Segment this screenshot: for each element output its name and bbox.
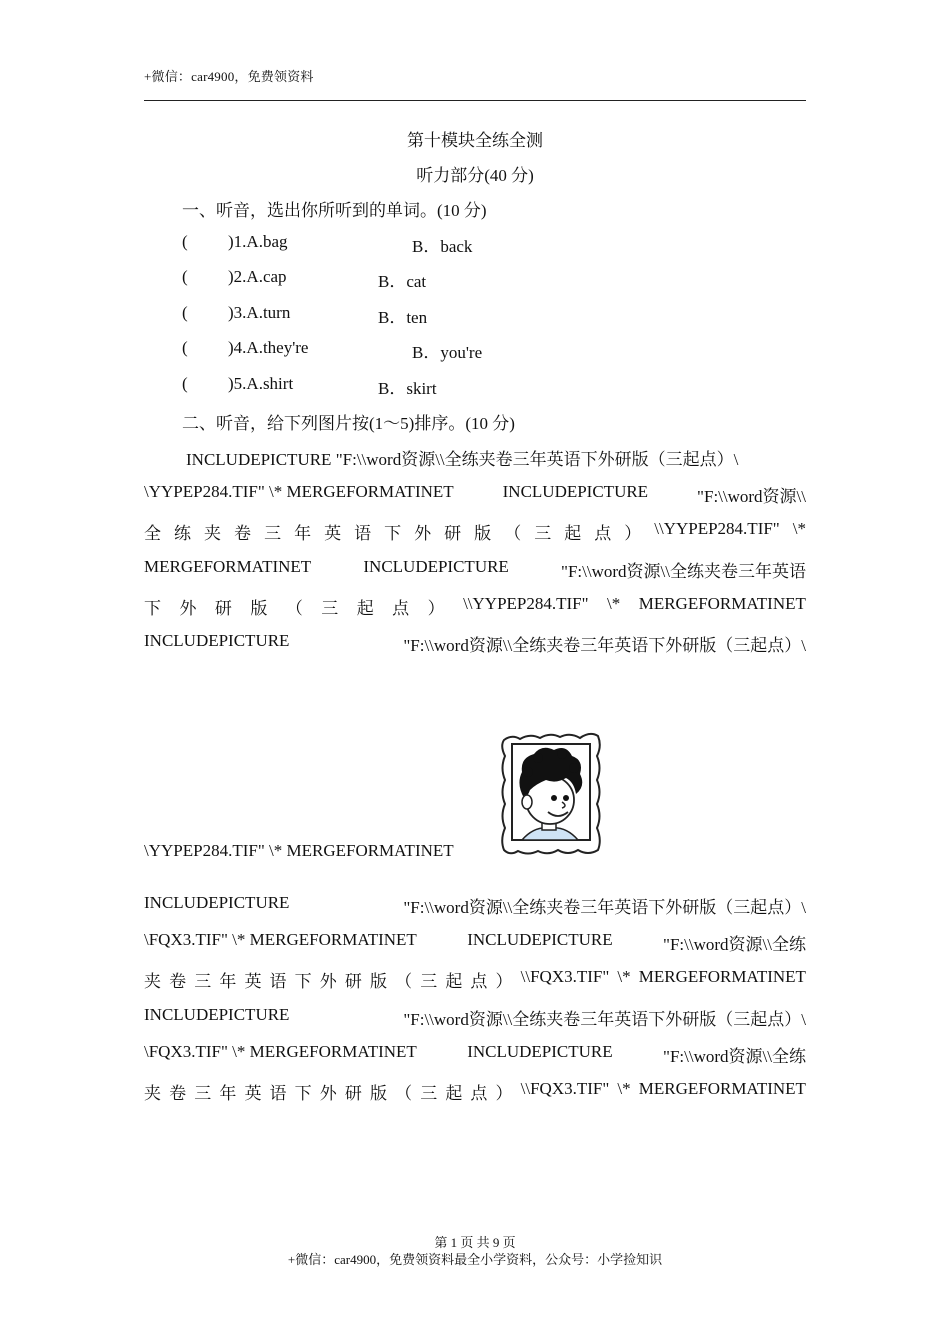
field-code-line bbox=[144, 930, 806, 955]
code-fragment: 三 bbox=[420, 972, 438, 991]
answer-paren: ( bbox=[182, 374, 188, 393]
code-fragment: 三 bbox=[194, 1084, 212, 1103]
option-b: B．cat bbox=[378, 272, 427, 291]
code-fragment: 卷 bbox=[234, 524, 252, 543]
page-subtitle: 听力部分(40 分) bbox=[416, 166, 534, 185]
code-fragment: \* bbox=[617, 1079, 631, 1098]
code-fragment: 起 bbox=[356, 599, 374, 618]
option-b: B．back bbox=[412, 237, 473, 256]
code-fragment: MERGEFORMATINET bbox=[144, 557, 312, 576]
header-divider bbox=[144, 100, 806, 101]
code-fragment: MERGEFORMATINET bbox=[638, 1079, 806, 1098]
code-fragment: 外 bbox=[319, 972, 337, 991]
page-number: 第 1 页 共 9 页 bbox=[434, 1235, 516, 1250]
code-fragment: \FQX3.TIF" \* MERGEFORMATINET bbox=[144, 930, 417, 949]
code-fragment: 下 bbox=[294, 972, 312, 991]
code-fragment: 语 bbox=[269, 1084, 287, 1103]
code-fragment: （ bbox=[395, 972, 413, 991]
code-fragment: MERGEFORMATINET bbox=[638, 967, 806, 986]
code-fragment: 起 bbox=[564, 524, 582, 543]
code-fragment: INCLUDEPICTURE bbox=[502, 482, 649, 501]
code-fragment: \\FQX3.TIF" bbox=[520, 967, 610, 986]
code-fragment: 三 bbox=[264, 524, 282, 543]
code-fragment: 点 bbox=[594, 524, 612, 543]
code-fragment: ） bbox=[495, 1084, 513, 1103]
code-fragment: 起 bbox=[445, 972, 463, 991]
option-a: )3.A.turn bbox=[228, 303, 291, 322]
field-code-line bbox=[144, 557, 806, 582]
code-fragment: 版 bbox=[250, 599, 268, 618]
code-fragment: INCLUDEPICTURE bbox=[363, 557, 509, 576]
option-a: )2.A.cap bbox=[228, 267, 287, 286]
code-fragment: INCLUDEPICTURE bbox=[144, 631, 290, 650]
code-fragment: "F:\\word资源\\ bbox=[697, 487, 806, 506]
code-fragment: "F:\\word资源\\全练 bbox=[663, 935, 806, 954]
option-a: )4.A.they're bbox=[228, 338, 309, 357]
code-fragment: 英 bbox=[244, 972, 262, 991]
section1-heading: 一、听音，选出你所听到的单词。(10 分) bbox=[182, 201, 487, 220]
code-fragment: 下 bbox=[144, 599, 161, 618]
field-code-line bbox=[144, 594, 806, 619]
code-fragment: \YYPEP284.TIF" \* MERGEFORMATINET bbox=[144, 482, 454, 501]
field-code-line bbox=[144, 519, 806, 544]
field-code-line: INCLUDEPICTURE "F:\\word资源\\全练夹卷三年英语下外研版（三起点）\ bbox=[186, 450, 739, 469]
code-fragment: 语 bbox=[269, 972, 287, 991]
code-fragment: 版 bbox=[369, 972, 387, 991]
option-a: )1.A.bag bbox=[228, 232, 288, 251]
code-fragment: "F:\\word资源\\全练 bbox=[663, 1047, 806, 1066]
code-fragment: \* bbox=[792, 519, 806, 538]
code-fragment: 英 bbox=[244, 1084, 262, 1103]
code-fragment: INCLUDEPICTURE bbox=[467, 1042, 613, 1061]
answer-paren: ( bbox=[182, 338, 188, 357]
field-code-line bbox=[144, 893, 806, 918]
footer-note: +微信：car4900，免费领资料最全小学资料，公众号：小学捡知识 bbox=[287, 1252, 663, 1267]
field-code-line bbox=[144, 1042, 806, 1067]
boy-portrait-image bbox=[498, 728, 604, 858]
code-fragment: MERGEFORMATINET bbox=[638, 594, 806, 613]
code-fragment: INCLUDEPICTURE bbox=[144, 893, 290, 912]
code-fragment: INCLUDEPICTURE bbox=[467, 930, 613, 949]
code-fragment: 点 bbox=[470, 972, 488, 991]
field-code-line bbox=[144, 631, 806, 656]
code-fragment: \FQX3.TIF" \* MERGEFORMATINET bbox=[144, 1042, 417, 1061]
code-fragment: 点 bbox=[470, 1084, 488, 1103]
option-a: )5.A.shirt bbox=[228, 374, 294, 393]
code-fragment: 卷 bbox=[169, 1084, 187, 1103]
code-fragment: 三 bbox=[321, 599, 339, 618]
code-fragment: "F:\\word资源\\全练夹卷三年英语下外研版（三起点）\ bbox=[403, 636, 806, 655]
code-fragment: 版 bbox=[474, 524, 492, 543]
code-fragment: 全 bbox=[144, 524, 161, 543]
field-code-line bbox=[144, 1005, 806, 1030]
field-code-line bbox=[144, 967, 806, 992]
code-fragment: "F:\\word资源\\全练夹卷三年英语下外研版（三起点）\ bbox=[403, 1010, 806, 1029]
code-fragment: 研 bbox=[214, 599, 232, 618]
code-fragment: ） bbox=[427, 599, 445, 618]
code-fragment: 外 bbox=[179, 599, 197, 618]
code-fragment: \\FQX3.TIF" bbox=[520, 1079, 610, 1098]
code-fragment: 夹 bbox=[144, 972, 161, 991]
section2-heading: 二、听音，给下列图片按(1～5)排序。(10 分) bbox=[182, 414, 515, 433]
code-fragment: 外 bbox=[414, 524, 432, 543]
code-fragment: 年 bbox=[219, 972, 237, 991]
code-fragment: 练 bbox=[174, 524, 192, 543]
code-fragment: 下 bbox=[384, 524, 402, 543]
code-fragment: 版 bbox=[369, 1084, 387, 1103]
option-b: B．skirt bbox=[378, 379, 437, 398]
code-fragment: ） bbox=[624, 524, 642, 543]
code-fragment: 外 bbox=[319, 1084, 337, 1103]
page-title: 第十模块全练全测 bbox=[407, 131, 543, 150]
code-fragment: 三 bbox=[534, 524, 552, 543]
field-code-line: \YYPEP284.TIF" \* MERGEFORMATINET bbox=[144, 841, 454, 860]
code-fragment: 三 bbox=[194, 972, 212, 991]
code-fragment: "F:\\word资源\\全练夹卷三年英语下外研版（三起点）\ bbox=[403, 898, 806, 917]
code-fragment: 下 bbox=[294, 1084, 312, 1103]
option-b: B．you're bbox=[412, 343, 483, 362]
answer-paren: ( bbox=[182, 303, 188, 322]
answer-paren: ( bbox=[182, 267, 188, 286]
option-b: B．ten bbox=[378, 308, 428, 327]
code-fragment: 年 bbox=[219, 1084, 237, 1103]
field-code-line bbox=[144, 482, 806, 507]
code-fragment: 研 bbox=[444, 524, 462, 543]
header-note: +微信：car4900，免费领资料 bbox=[144, 69, 314, 84]
code-fragment: \* bbox=[607, 594, 621, 613]
code-fragment: 夹 bbox=[144, 1084, 161, 1103]
code-fragment: 语 bbox=[354, 524, 372, 543]
field-code-line bbox=[144, 1079, 806, 1104]
answer-paren: ( bbox=[182, 232, 188, 251]
code-fragment: （ bbox=[395, 1084, 413, 1103]
code-fragment: 夹 bbox=[204, 524, 222, 543]
code-fragment: ） bbox=[495, 972, 513, 991]
code-fragment: （ bbox=[504, 524, 522, 543]
code-fragment: \* bbox=[617, 967, 631, 986]
code-fragment: "F:\\word资源\\全练夹卷三年英语 bbox=[561, 562, 806, 581]
code-fragment: 年 bbox=[294, 524, 312, 543]
code-fragment: 研 bbox=[344, 1084, 362, 1103]
code-fragment: 三 bbox=[420, 1084, 438, 1103]
code-fragment: \\YYPEP284.TIF" bbox=[654, 519, 780, 538]
code-fragment: 点 bbox=[392, 599, 410, 618]
code-fragment: \\YYPEP284.TIF" bbox=[463, 594, 589, 613]
code-fragment: 卷 bbox=[169, 972, 187, 991]
code-fragment: （ bbox=[285, 599, 303, 618]
code-fragment: INCLUDEPICTURE bbox=[144, 1005, 290, 1024]
code-fragment: 起 bbox=[445, 1084, 463, 1103]
code-fragment: 研 bbox=[344, 972, 362, 991]
code-fragment: 英 bbox=[324, 524, 342, 543]
